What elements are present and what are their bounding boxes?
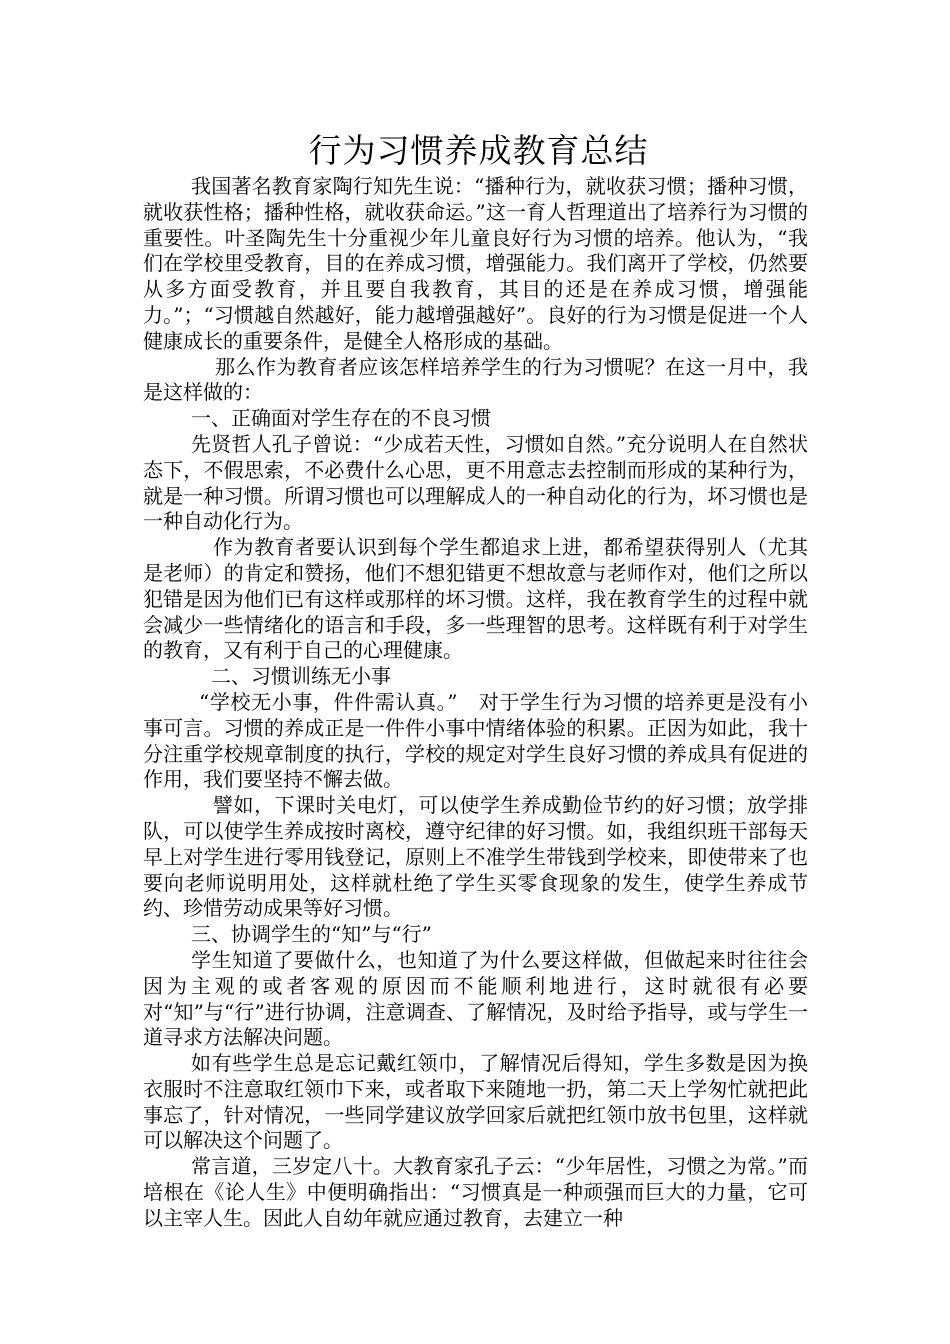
paragraph-question: 那么作为教育者应该怎样培养学生的行为习惯呢？在这一月中，我是这样做的： [143,354,808,405]
section-heading-2: 二、习惯训练无小事 [211,664,391,689]
paragraph-confucius: 先贤哲人孔子曾说：“少成若天性，习惯如自然。”充分说明人在自然状态下，不假思索，不必费什么心思，更不用意志去控制而形成的某种行为，就是一种习惯。所谓习惯也可以理解成人的一种自动化的行为，坏习惯也是一种自动化行为。 [143,431,808,534]
document-title: 行为习惯养成教育总结 [308,131,649,170]
paragraph-school-rules: “学校无小事，件件需认真。” 对于学生行为习惯的培养更是没有小事可言。习惯的养成正是一件件小事中情绪体验的积累。正因为如此，我十分注重学校规章制度的执行，学校的规定对学生良好习惯的养成具有促进的作用，我们要坚持不懈去做。 [143,689,808,792]
paragraph-red-scarf: 如有些学生总是忘记戴红领巾，了解情况后得知，学生多数是因为换衣服时不注意取红领巾下来，或者取下来随地一扔，第二天上学匆忙就把此事忘了，针对情况，一些同学建议放学回家后就把红领巾放书包里，这样就可以解决这个问题了。 [143,1051,808,1153]
section-heading-3: 三、协调学生的“知”与“行” [191,922,432,947]
document-page [143,128,808,1232]
paragraph-proverb: 常言道，三岁定八十。大教育家孔子云：“少年居性，习惯之为常。”而培根在《论人生》中便明确指出：“习惯真是一种顽强而巨大的力量，它可以主宰人生。因此人自幼年就应通过教育，去建立一种 [143,1154,808,1230]
paragraph-intro: 我国著名教育家陶行知先生说：“播种行为，就收获习惯；播种习惯，就收获性格；播种性格，就收获命运。”这一育人哲理道出了培养行为习惯的重要性。叶圣陶先生十分重视少年儿童良好行为习惯的培养。他认为，“我们在学校里受教育，目的在养成习惯，增强能力。我们离开了学校，仍然要从多方面受教育，并且要自我教育，其目的还是在养成习惯，增强能力。”；“习惯越自然越好，能力越增强越好”。良好的行为习惯是促进一个人健康成长的重要条件，是健全人格形成的基础。 [143,174,808,353]
paragraph-educator: 作为教育者要认识到每个学生都追求上进，都希望获得别人（尤其是老师）的肯定和赞扬，他们不想犯错更不想故意与老师作对，他们之所以犯错是因为他们已有这样或那样的坏习惯。这样，我在教育学生的过程中就会减少一些情绪化的语言和手段，多一些理智的思考。这样既有利于对学生的教育，又有利于自己的心理健康。 [143,535,808,663]
paragraph-examples: 譬如，下课时关电灯，可以使学生养成勤俭节约的好习惯；放学排队，可以使学生养成按时离校，遵守纪律的好习惯。如，我组织班干部每天早上对学生进行零用钱登记，原则上不准学生带钱到学校来，即使带来了也要向老师说明用处，这样就杜绝了学生买零食现象的发生，使学生养成节约、珍惜劳动成果等好习惯。 [143,793,808,921]
paragraph-know-act: 学生知道了要做什么，也知道了为什么要这样做，但做起来时往往会因为主观的或者客观的原因而不能顺利地进行，这时就很有必要对“知”与“行”进行协调，注意调查、了解情况，及时给予指导，或与学生一道寻求方法解决问题。 [143,947,808,1050]
section-heading-1: 一、正确面对学生存在的不良习惯 [191,406,491,431]
